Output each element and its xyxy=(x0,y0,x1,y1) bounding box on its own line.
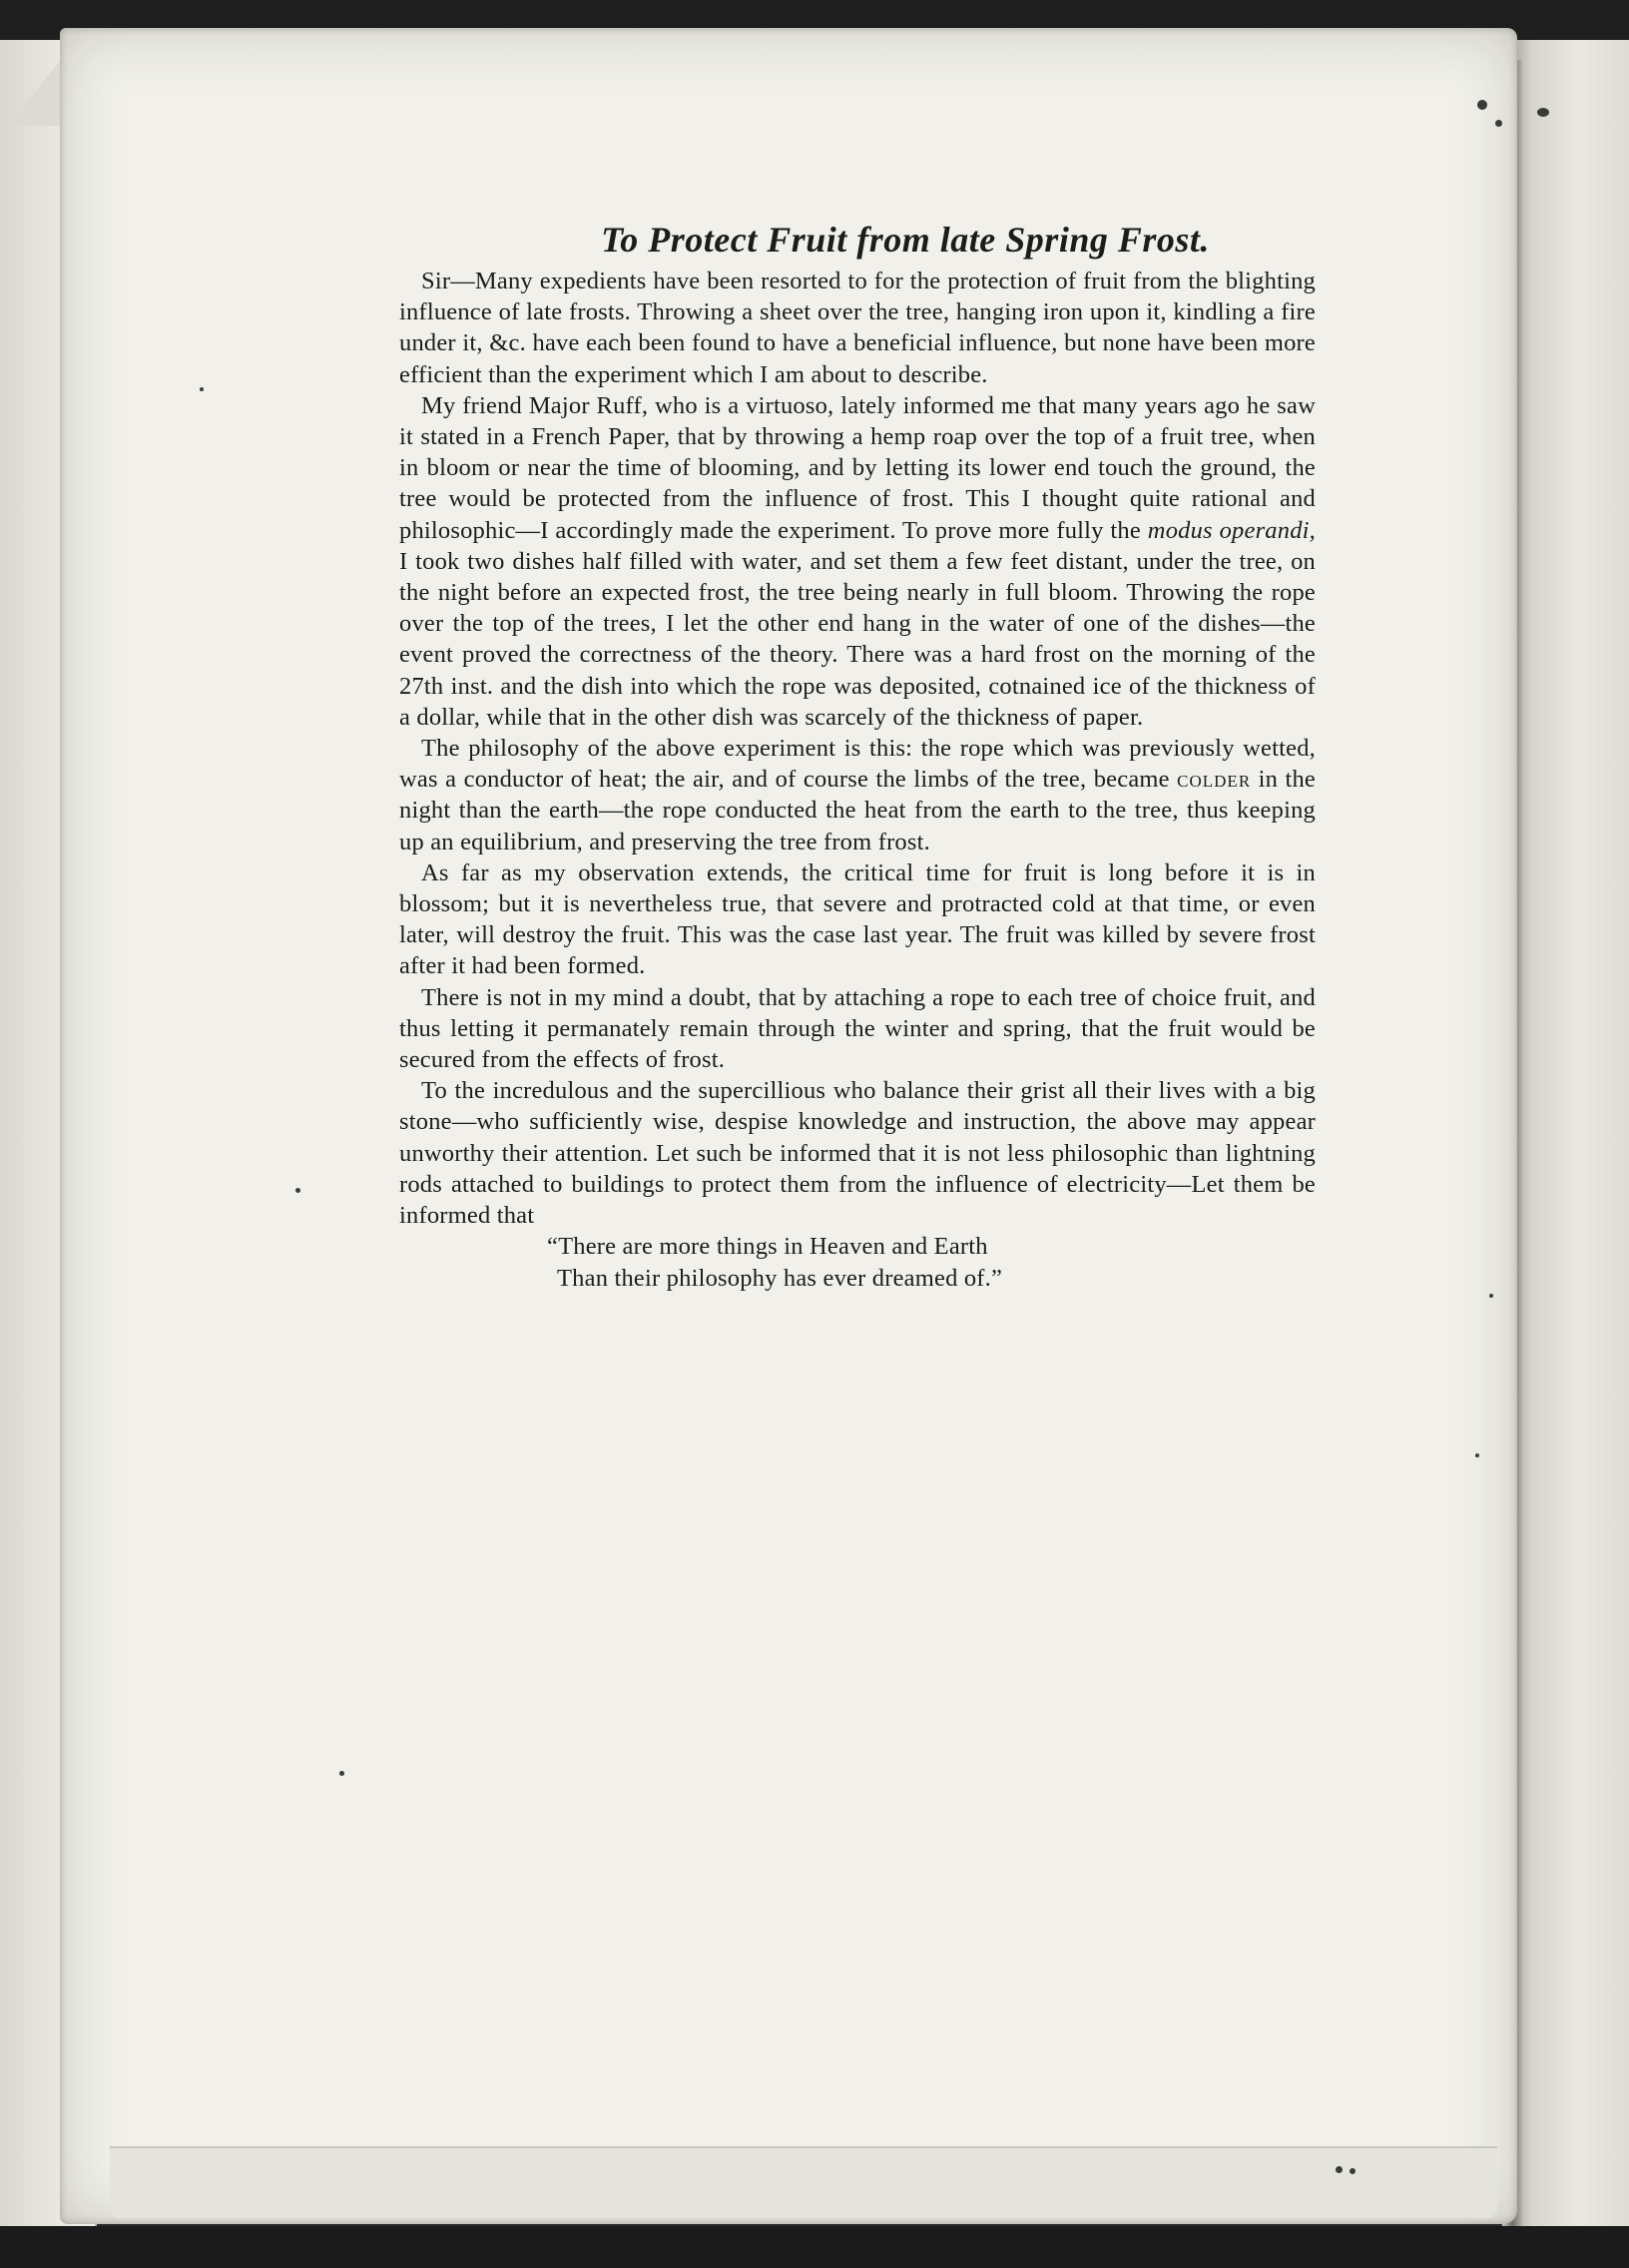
paragraph-2-rest: I took two dishes half filled with water, and set them a few feet distant, under the tree, on the night before an expected frost, the tree being nearly in full bloom. Throwing the rope over the top of the trees, I let the other end hang in the water of one of the dishes—the event proved the correctness of the theory. There was a hard frost on the morning of the 27th inst. and the dish into which the rope was deposited, cotnained ice of the thickness of a dollar, while that in the other dish was scarcely of the thickness of paper. xyxy=(399,547,1316,731)
dust-speck xyxy=(1336,2166,1343,2173)
dust-speck xyxy=(295,1188,300,1193)
dust-speck xyxy=(339,1771,344,1776)
bottom-page-edge xyxy=(110,2146,1497,2218)
dust-speck xyxy=(1537,108,1549,117)
scan-backdrop-bottom xyxy=(0,2226,1629,2268)
article xyxy=(399,218,1316,1294)
quote-line-1: “There are more things in Heaven and Earth xyxy=(547,1233,988,1261)
paragraph-5: There is not in my mind a doubt, that by attaching a rope to each tree of choice fruit, and thus letting it permanately remain through the winter and spring, that the fruit would be secured from the effects of frost. xyxy=(399,983,1316,1074)
paragraph-6: To the incredulous and the supercillious who balance their grist all their lives with a big stone—who sufficiently wise, despise knowledge and instruction, the above may appear unworthy their attention. Let such be informed that it is not less philosophic than lightning rods attached to buildings to protect them from the influence of electricity—Let them be informed that xyxy=(399,1077,1316,1230)
dust-speck xyxy=(1475,1453,1479,1457)
quote-line-2: Than their philosophy has ever dreamed of.” xyxy=(557,1264,1003,1292)
paragraph-1: Sir—Many expedients have been resorted to for the protection of fruit from the blighting influence of late frosts. Throwing a sheet over the tree, hanging iron upon it, kindling a fire under it, &c. have each been found to have a beneficial influence, but none have been more efficient than the experiment which I am about to describe. xyxy=(399,268,1316,388)
paragraph-3-smallcaps: colder xyxy=(1177,766,1252,794)
dust-speck xyxy=(200,387,204,391)
dust-speck xyxy=(1350,2168,1356,2174)
dust-speck xyxy=(1495,120,1502,127)
paragraph-2 xyxy=(399,390,1316,733)
paragraph-4: As far as my observation extends, the critical time for fruit is long before it is in blossom; but it is nevertheless true, that severe and protracted cold at that time, or even later, will destroy the fruit. This was the case last year. The fruit was killed by severe frost after it had been formed. xyxy=(399,858,1316,980)
adjacent-page-strip xyxy=(1507,40,1629,2268)
paragraph-3 xyxy=(399,733,1316,857)
paragraph-3-rest: in the night than the earth—the rope conducted the heat from the earth to the tree, thus keeping up an equilibrium, and preserving the tree from frost. xyxy=(399,766,1316,855)
dust-speck xyxy=(1477,100,1487,110)
paragraph-3-text: The philosophy of the above experiment is this: the rope which was previously wetted, was a conductor of heat; the air, and of course the limbs of the tree, became xyxy=(399,735,1316,794)
paragraph-2-text: My friend Major Ruff, who is a virtuoso, lately informed me that many years ago he saw it stated in a French Paper, that by throwing a hemp roap over the top of a fruit tree, when in bloom or near the time of blooming, and by letting its lower end touch the ground, the tree would be protected from the influence of frost. This I thought quite rational and philosophic—I accordingly made the experiment. To prove more fully the xyxy=(399,391,1316,544)
article-title: To Protect Fruit from late Spring Frost. xyxy=(601,220,1210,260)
dust-speck xyxy=(1489,1294,1493,1298)
paragraph-2-italic: modus operandi, xyxy=(1147,516,1316,544)
